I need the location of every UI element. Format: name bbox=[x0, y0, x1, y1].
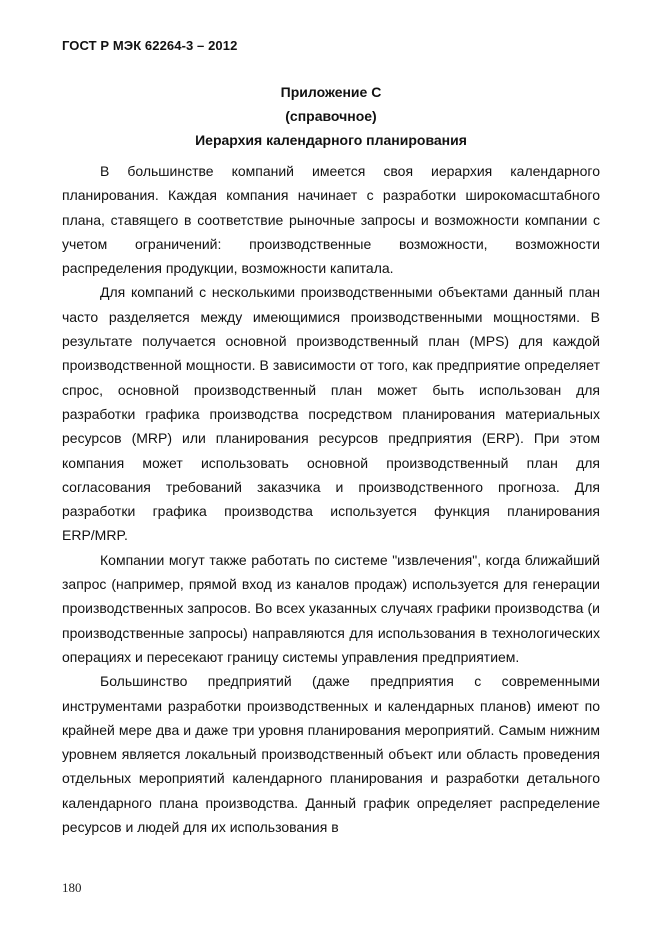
paragraph: Компании могут также работать по системе "извлечения", когда ближайший запрос (например, прямой вход из каналов продаж) используется для генерации производственных запросов. Во всех указанных случаях графики производства (и производственные запросы) направляются для использования в технологических операциях и пересекают границу системы управления предприятием. bbox=[62, 551, 600, 665]
paragraph: Для компаний с несколькими производственными объектами данный план часто разделяется между имеющимися производственными мощностями. В результате получается основной производственный план (MPS) для каждой производственной мощности. В зависимости от того, как предприятие определяет спрос, основной производственный план может быть использован для разработки графика производства посредством планирования материальных ресурсов (MRP) или планирования ресурсов предприятия (ERP). При этом компания может использовать основной производственный план для согласования требований заказчика и производственного прогноза. Для разработки графика производства используется функция планирования ERP/MRP. bbox=[62, 284, 600, 544]
appendix-title: Приложение С bbox=[280, 84, 382, 100]
paragraph: В большинстве компаний имеется своя иерархия календарного планирования. Каждая компания начинает с разработки широкомасштабного плана, ставящего в соответствие рыночные запросы и возможности компании с учетом ограничений: производственные возможности, возможности распределения продукции, возможности капитала. bbox=[62, 163, 600, 277]
page-number: 180 bbox=[62, 880, 82, 895]
paragraph: Большинство предприятий (даже предприятия с современными инструментами разработки производственных и календарных планов) имеют по крайней мере два и даже три уровня планирования мероприятий. Самым нижним уровнем является локальный производственный объект или область проведения отдельных мероприятий календарного планирования и разработки детального календарного плана производства. Данный график определяет распределение ресурсов и людей для их использования в bbox=[62, 673, 600, 836]
appendix-note: (справочное) bbox=[285, 108, 377, 124]
appendix-subject: Иерархия календарного планирования bbox=[195, 132, 467, 148]
body-text bbox=[62, 159, 600, 839]
document-header: ГОСТ Р МЭК 62264-3 – 2012 bbox=[62, 38, 238, 53]
